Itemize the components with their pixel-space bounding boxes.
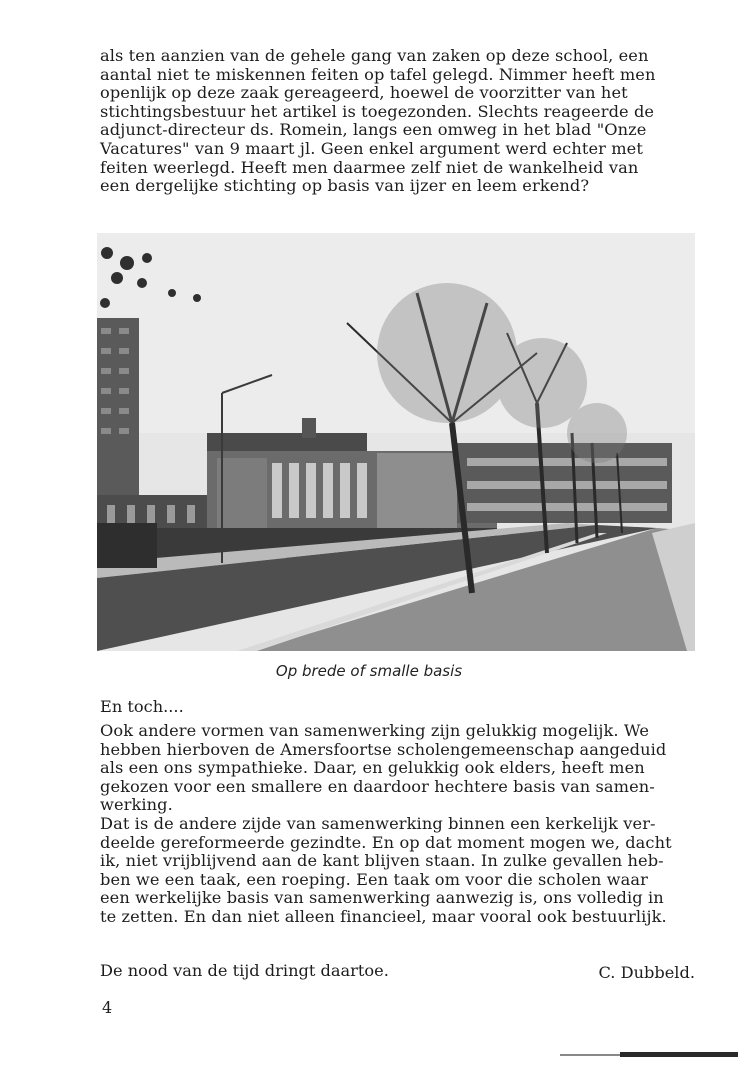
page-edge-rule xyxy=(620,1052,738,1057)
closing-line: De nood van de tijd dringt daartoe. xyxy=(100,961,389,980)
section-heading: En toch.... xyxy=(100,697,184,716)
page-edge-mark xyxy=(560,1054,620,1056)
school-building-photo xyxy=(97,233,695,651)
body-paragraph: Ook andere vormen van samenwerking zijn gelukkig mogelijk. We hebben hierboven de Amersfoortse scholengemeenschap aangeduid als een ons sympathieke. Daar, en gelukkig ook elders, heeft men gekozen voor een smallere en daardoor hechtere basis van samen- werking. Dat is de andere zijde van samenwerking binnen een kerkelijk ver- deelde gereformeerde gezindte. En op dat moment mogen we, dacht ik, niet vrijblijvend aan de kant blijven staan. In zulke gevallen heb- ben we een taak, een roeping. Een taak om voor die scholen waar een werkelijke basis van samenwerking aanwezig is, ons volledig in te zetten. En dan niet alleen financieel, maar vooral ook bestuurlijk. xyxy=(100,721,672,926)
intro-paragraph: als ten aanzien van de gehele gang van zaken op deze school, een aantal niet te miskennen feiten op tafel gelegd. Nimmer heeft men openlijk op deze zaak gereageerd, hoewel de voorzitter van het stichtingsbestuur het artikel is toegezonden. Slechts reageerde de adjunct-directeur ds. Romein, langs een omweg in het blad "Onze Vacatures" van 9 maart jl. Geen enkel argument werd echter met feiten weerlegd. Heeft men daarmee zelf niet de wankelheid van een dergelijke stichting op basis van ijzer en leem erkend? xyxy=(100,46,656,196)
page-number: 4 xyxy=(102,998,113,1017)
closing-line-row xyxy=(100,961,695,980)
photo-caption: Op brede of smalle basis xyxy=(275,662,463,680)
author-signature: C. Dubbeld. xyxy=(598,963,695,982)
